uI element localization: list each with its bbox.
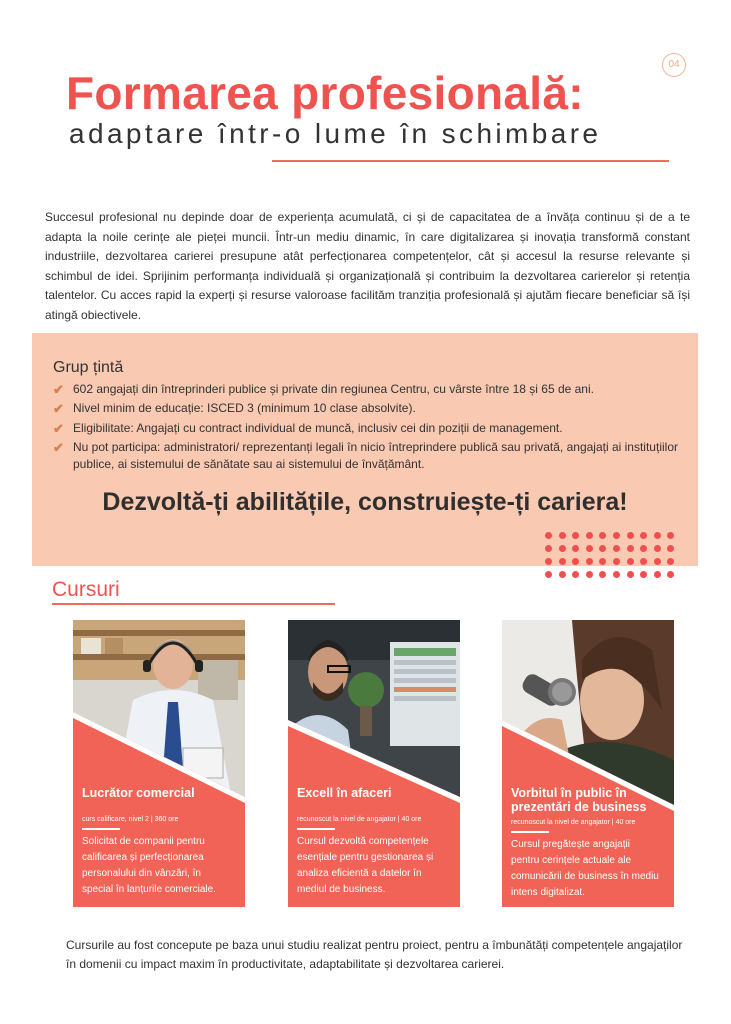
check-icon: ✔ — [53, 401, 64, 417]
decorative-dot — [627, 558, 634, 565]
decorative-dot — [599, 571, 606, 578]
courses-underline — [52, 603, 335, 605]
target-group-list — [53, 381, 693, 475]
decorative-dot — [640, 532, 647, 539]
list-item-text: Nivel minim de educație: ISCED 3 (minimum 10 clase absolvite). — [73, 401, 416, 416]
list-item-text: Nu pot participa: administratori/ reprezentanți legali în nicio întreprindere publică sau privată, angajați ai instituțiilor publice, ai sistemului de sănătate sau ai sistemului de învățământ. — [73, 439, 678, 472]
decorative-dot — [559, 545, 566, 552]
decorative-dot — [559, 532, 566, 539]
decorative-dot — [667, 558, 674, 565]
decorative-dot — [572, 532, 579, 539]
courses-title: Cursuri — [52, 578, 120, 601]
course-card-lucrator-comercial — [73, 620, 245, 907]
decorative-dot — [586, 545, 593, 552]
check-icon: ✔ — [53, 439, 64, 455]
list-item — [53, 381, 693, 398]
target-group-title: Grup țintă — [53, 359, 124, 376]
decorative-dot — [586, 532, 593, 539]
decorative-dot — [613, 558, 620, 565]
decorative-dot — [640, 545, 647, 552]
course-name: Excell în afaceri — [297, 786, 392, 800]
decorative-dot — [572, 558, 579, 565]
course-card-vorbitul-in-public — [502, 620, 674, 907]
course-meta: recunoscut la nivel de angajator | 40 ore — [511, 819, 636, 826]
outro-paragraph: Cursurile au fost concepute pe baza unui studiu realizat pentru proiect, pentru a îmbunătăți competențele angajaților în domenii cu impact maxim în productivitate, adaptabilitate și dezvoltarea carierei. — [66, 938, 683, 971]
decorative-dot — [545, 545, 552, 552]
course-meta-underline — [511, 831, 549, 833]
decorative-dot — [599, 545, 606, 552]
page-number: 04 — [662, 53, 686, 77]
course-name: Vorbitul în public în prezentări de business — [511, 786, 647, 814]
decorative-dot — [640, 571, 647, 578]
slogan: Dezvoltă-ți abilitățile, construiește-ți cariera! — [102, 488, 628, 516]
list-item — [53, 420, 693, 437]
course-meta-underline — [297, 828, 335, 830]
course-name: Lucrător comercial — [82, 786, 195, 800]
decorative-dot — [654, 532, 661, 539]
page-subtitle: adaptare într-o lume în schimbare — [69, 118, 602, 149]
decorative-dot — [654, 545, 661, 552]
decorative-dot — [667, 532, 674, 539]
course-meta-underline — [82, 828, 120, 830]
decorative-dot — [572, 571, 579, 578]
decorative-dot — [667, 571, 674, 578]
check-icon: ✔ — [53, 420, 64, 436]
decorative-dot — [586, 571, 593, 578]
course-meta: recunoscut la nivel de angajator | 40 ore — [297, 816, 422, 823]
course-card-excell — [288, 620, 460, 907]
title-underline — [272, 160, 669, 162]
decorative-dot — [545, 558, 552, 565]
list-item — [53, 439, 693, 474]
list-item-text: 602 angajați din întreprinderi publice și private din regiunea Centru, cu vârste între 18 și 65 de ani. — [73, 382, 594, 396]
decorative-dot — [654, 558, 661, 565]
intro-paragraph: Succesul profesional nu depinde doar de experiența acumulată, ci și de capacitatea de a învăța continuu și de a te adapta la noile cerințe ale pieței muncii. Într-un mediu dinamic, în care digitalizarea și inovația transformă constant industriile, dezvoltarea carierei presupune atât perfecționarea competențelor, cât și accesul la resurse relevante și schimbul de idei. Sprijinim performanța individuală și organizațională și contribuim la dezvoltarea carierelor și retenția talentelor. Cu acces rapid la experți și resurse valoroase facilităm tranziția profesională și ajutăm fiecare beneficiar să își atingă obiectivele. — [45, 210, 690, 322]
decorative-dot — [545, 571, 552, 578]
decorative-dot — [627, 545, 634, 552]
list-item — [53, 400, 693, 417]
check-icon: ✔ — [53, 382, 64, 397]
decorative-dot — [613, 532, 620, 539]
decorative-dot — [613, 545, 620, 552]
decorative-dot — [599, 532, 606, 539]
decorative-dot — [613, 571, 620, 578]
decorative-dot — [627, 571, 634, 578]
decorative-dot-grid — [545, 532, 676, 578]
decorative-dot — [545, 532, 552, 539]
decorative-dot — [667, 545, 674, 552]
course-description: Cursul dezvoltă competențele esențiale pentru gestionarea și analiza eficientă a datelor în mediul de business. — [297, 836, 434, 895]
course-description: Cursul pregătește angajații pentru cerințele actuale ale comunicării de business în mediu intens digitalizat. — [511, 839, 659, 898]
decorative-dot — [640, 558, 647, 565]
course-description: Solicitat de companii pentru calificarea și perfecționarea personalului din vânzări, în special în lanțurile comerciale. — [82, 836, 216, 895]
decorative-dot — [559, 558, 566, 565]
decorative-dot — [586, 558, 593, 565]
page-title: Formarea profesională: — [66, 67, 584, 119]
list-item-text: Eligibilitate: Angajați cu contract individual de muncă, inclusiv cei din poziții de management. — [73, 420, 563, 435]
decorative-dot — [559, 571, 566, 578]
course-meta: curs calificare, nivel 2 | 360 ore — [82, 816, 179, 823]
decorative-dot — [654, 571, 661, 578]
decorative-dot — [572, 545, 579, 552]
decorative-dot — [599, 558, 606, 565]
decorative-dot — [627, 532, 634, 539]
